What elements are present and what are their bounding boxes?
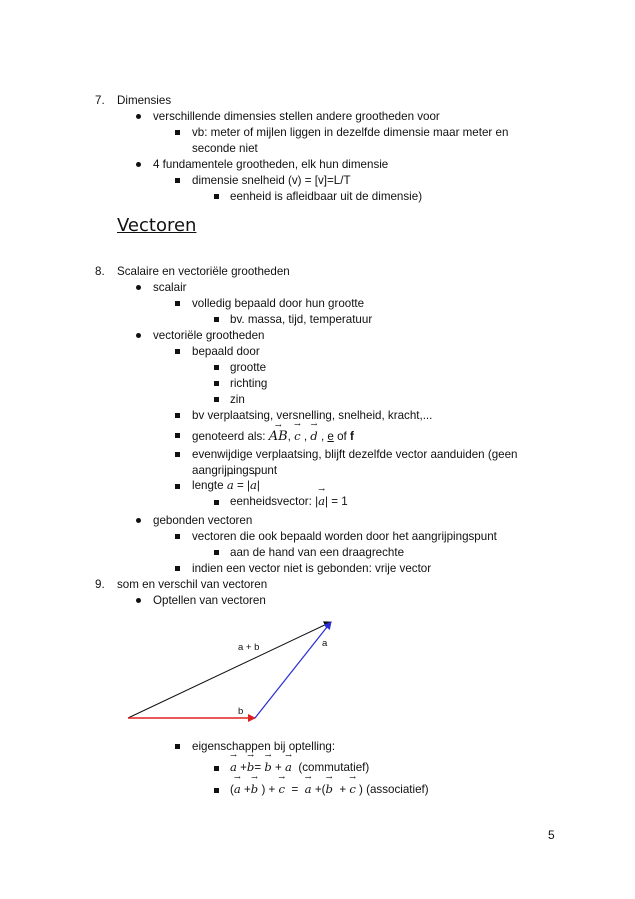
bullet-square — [214, 766, 219, 771]
section-7-number: 7. — [95, 94, 105, 107]
vector-b: → b — [325, 782, 332, 796]
list-item-continuation: seconde niet — [192, 142, 258, 155]
vector-a: → a — [285, 760, 292, 774]
formula-commutative: → a +→ b= → b + → a (commutatief) — [230, 760, 369, 775]
list-item: vectoren die ook bepaald worden door het aangrijpingspunt — [192, 530, 497, 543]
label-b: b — [238, 706, 244, 717]
page-number: 5 — [548, 828, 555, 842]
list-item: bv. massa, tijd, temperatuur — [230, 313, 373, 326]
list-item: evenwijdige verplaatsing, blijft dezelfde vector aanduiden (geen — [192, 448, 518, 461]
list-item: richting — [230, 377, 268, 390]
vector-a-arrow — [255, 622, 331, 718]
section-8-number: 8. — [95, 265, 105, 278]
vector-c: → c — [349, 782, 356, 796]
vector-b: → b — [264, 760, 271, 774]
vector-a: → a — [227, 478, 234, 492]
list-item: vb: meter of mijlen liggen in dezelfde dimensie maar meter en — [192, 126, 509, 139]
vector-a: → a — [250, 478, 257, 492]
section-9-title: som en verschil van vectoren — [117, 578, 268, 591]
list-item: aan de hand van een draagrechte — [230, 546, 405, 559]
list-item: Optellen van vectoren — [153, 594, 266, 607]
list-item-continuation: aangrijpingspunt — [192, 464, 278, 477]
list-item-length: lengte → a = |→ a| — [192, 478, 260, 493]
vector-a: → a — [234, 782, 241, 796]
list-item: vectoriële grootheden — [153, 329, 265, 342]
list-item: volledig bepaald door hun grootte — [192, 297, 365, 310]
vector-c: → c — [294, 429, 301, 443]
unit-vector-suffix: | = 1 — [325, 495, 348, 508]
section-8-title: Scalaire en vectoriële grootheden — [117, 265, 290, 278]
vector-a: → a — [230, 760, 237, 774]
notation-prefix: genoteerd als: — [192, 430, 266, 443]
notation-of: of — [337, 430, 347, 443]
vector-b: → b — [247, 760, 254, 774]
list-item: grootte — [230, 361, 267, 374]
vector-f-bold: f — [349, 430, 354, 443]
associative-label: (associatief) — [366, 783, 429, 796]
list-item: eenheid is afleidbaar uit de dimensie) — [230, 190, 423, 203]
list-item: zin — [230, 393, 245, 406]
commutative-label: (commutatief) — [298, 761, 370, 774]
vector-b: → b — [251, 782, 258, 796]
list-item: verschillende dimensies stellen andere grootheden voor — [153, 110, 440, 123]
vector-d: → d — [310, 429, 317, 443]
section-heading: Vectoren — [117, 215, 197, 236]
list-item: scalair — [153, 281, 187, 294]
bullet-square — [175, 744, 180, 749]
unit-vector-prefix: eenheidsvector: | — [230, 495, 319, 508]
list-item-notation: genoteerd als: → AB, → c , → d , e of f — [192, 429, 354, 444]
list-item: 4 fundamentele grootheden, elk hun dimensie — [153, 158, 389, 171]
list-item: indien een vector niet is gebonden: vrije vector — [192, 562, 432, 575]
formula-associative: (→ a +→ b ) + → c = → a +(→ b + → c ) (associatief) — [230, 782, 429, 797]
vector-a: → a — [305, 782, 312, 796]
list-item: gebonden vectoren — [153, 514, 253, 527]
section-7-title: Dimensies — [117, 94, 172, 107]
vector-AB: → AB — [269, 430, 288, 444]
section-9-number: 9. — [95, 578, 105, 591]
length-prefix: lengte — [192, 479, 224, 492]
vector-a: → a — [318, 494, 325, 508]
list-item: bv verplaatsing, versnelling, snelheid, kracht,... — [192, 409, 433, 422]
label-sum: a + b — [238, 642, 260, 653]
vector-e-underlined: e — [327, 430, 334, 443]
bullet-square — [214, 788, 219, 793]
list-item: dimensie snelheid (v) = [v]=L/T — [192, 174, 351, 187]
sum-vector-arrow — [128, 622, 331, 718]
list-item: bepaald door — [192, 345, 260, 358]
label-a: a — [322, 638, 328, 649]
vector-c: → c — [279, 782, 286, 796]
list-item: eigenschappen bij optelling: — [192, 740, 336, 753]
